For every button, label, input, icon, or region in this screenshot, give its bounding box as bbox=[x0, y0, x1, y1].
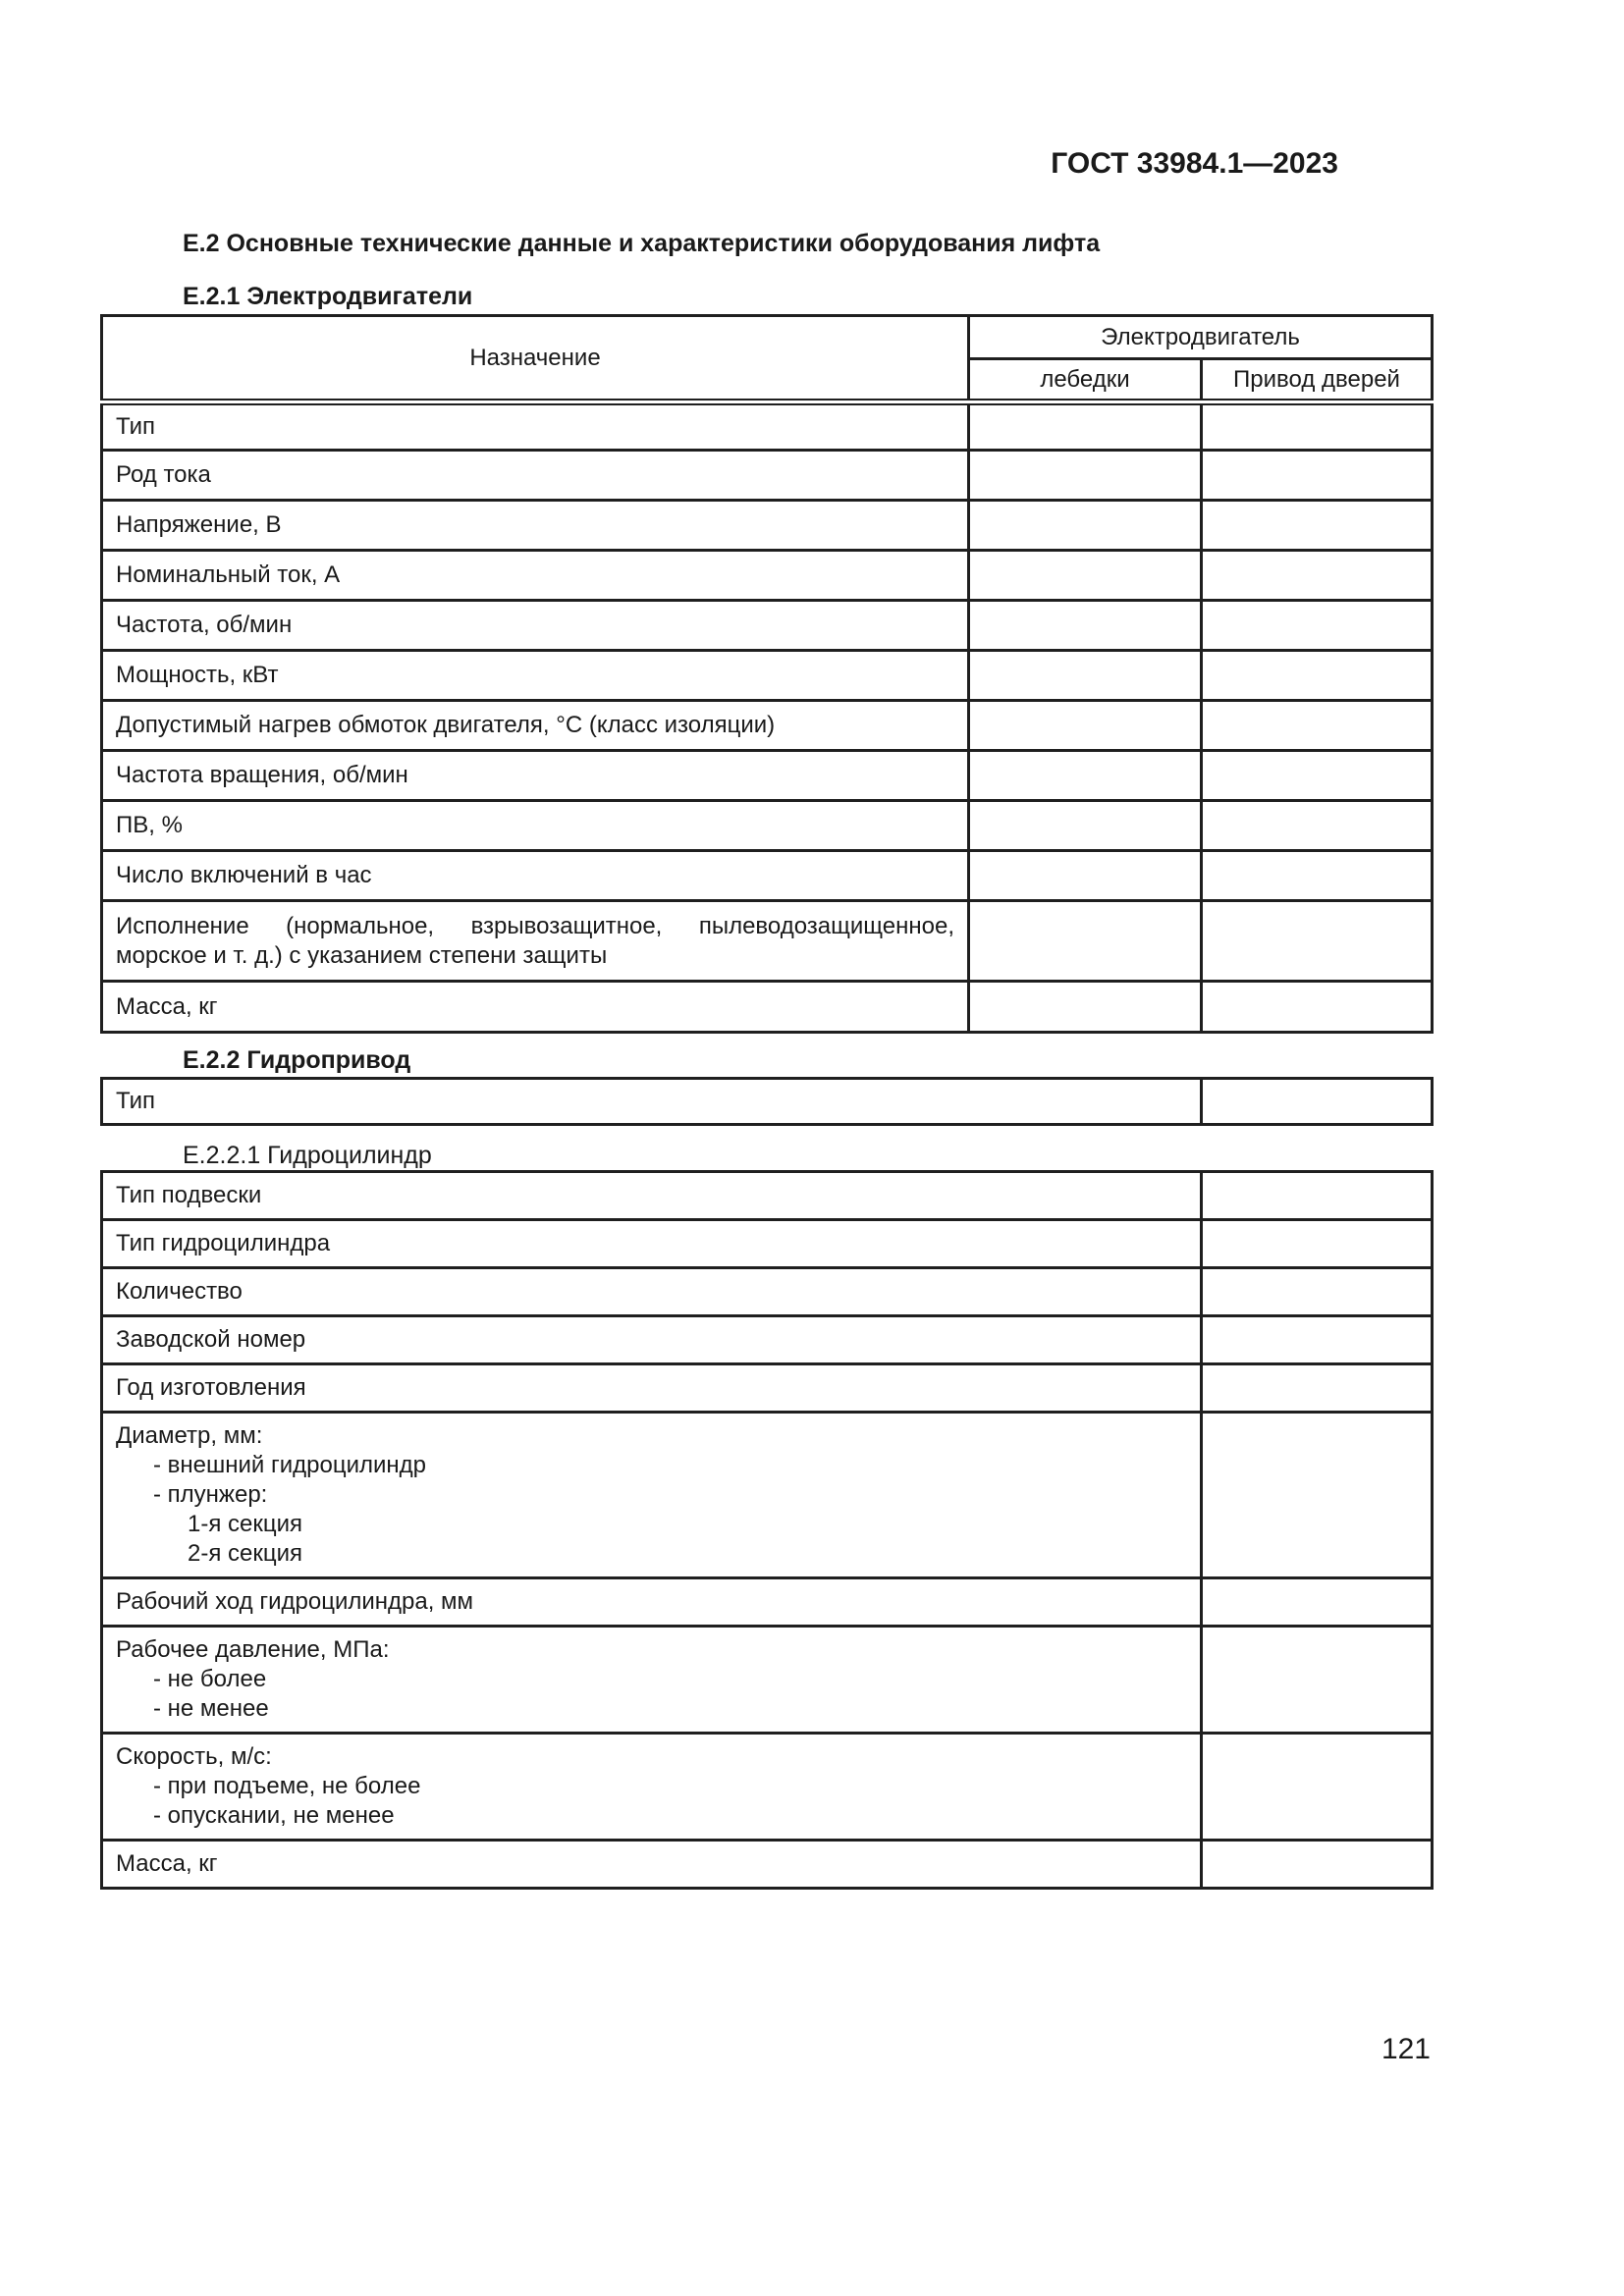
table-row bbox=[102, 751, 1433, 801]
table-row bbox=[102, 1413, 1433, 1578]
table-row bbox=[102, 1627, 1433, 1734]
row-label-cell bbox=[102, 1841, 1202, 1889]
door-drive-value-cell bbox=[1202, 851, 1433, 901]
winch-value-cell bbox=[969, 751, 1202, 801]
heading-e2: Е.2 Основные технические данные и характеристики оборудования лифта bbox=[183, 230, 1101, 257]
row-label-cell: Допустимый нагрев обмоток двигателя, °С (класс изоляции) bbox=[102, 701, 969, 751]
row-label-cell bbox=[102, 1364, 1202, 1413]
winch-value-cell bbox=[969, 451, 1202, 501]
row-label-line: Диаметр, мм: bbox=[116, 1422, 263, 1449]
table-row bbox=[102, 1316, 1433, 1364]
table-header-row bbox=[102, 316, 1433, 359]
row-label-cell: Мощность, кВт bbox=[102, 651, 969, 701]
heading-e2-2: Е.2.2 Гидропривод bbox=[183, 1046, 411, 1074]
table-row bbox=[102, 1841, 1433, 1889]
row-label-cell: Номинальный ток, А bbox=[102, 551, 969, 601]
door-drive-value-cell bbox=[1202, 501, 1433, 551]
row-label-line: - плунжер: bbox=[153, 1481, 268, 1508]
table-row bbox=[102, 801, 1433, 851]
header-cell-motor-group: Электродвигатель bbox=[969, 316, 1433, 359]
row-label-line: - внешний гидроцилиндр bbox=[153, 1452, 427, 1478]
winch-value-cell bbox=[969, 851, 1202, 901]
winch-value-cell bbox=[969, 651, 1202, 701]
value-cell bbox=[1202, 1316, 1433, 1364]
table-row bbox=[102, 1220, 1433, 1268]
value-cell bbox=[1202, 1578, 1433, 1627]
table-row bbox=[102, 601, 1433, 651]
row-label-cell bbox=[102, 1172, 1202, 1220]
table-row bbox=[102, 1172, 1433, 1220]
row-label-cell bbox=[102, 1578, 1202, 1627]
door-drive-value-cell bbox=[1202, 651, 1433, 701]
row-label-line: Рабочее давление, МПа: bbox=[116, 1636, 390, 1663]
winch-value-cell bbox=[969, 402, 1202, 451]
door-drive-value-cell bbox=[1202, 601, 1433, 651]
row-label-line: - опускании, не менее bbox=[153, 1802, 395, 1829]
table-row bbox=[102, 1079, 1433, 1125]
row-label-cell: Частота, об/мин bbox=[102, 601, 969, 651]
table-row bbox=[102, 982, 1433, 1033]
value-cell bbox=[1202, 1734, 1433, 1841]
winch-value-cell bbox=[969, 501, 1202, 551]
hydro-cylinder-table bbox=[100, 1170, 1434, 1890]
row-label-cell bbox=[102, 1316, 1202, 1364]
row-label-cell: Род тока bbox=[102, 451, 969, 501]
row-label-line: Заводской номер bbox=[116, 1326, 306, 1353]
row-label-cell: Масса, кг bbox=[102, 982, 969, 1033]
winch-value-cell bbox=[969, 982, 1202, 1033]
table-row bbox=[102, 1578, 1433, 1627]
winch-value-cell bbox=[969, 901, 1202, 982]
page-number: 121 bbox=[1380, 2033, 1431, 2065]
row-label-line: - не более bbox=[153, 1666, 267, 1692]
table-row bbox=[102, 451, 1433, 501]
table-row bbox=[102, 701, 1433, 751]
table-row bbox=[102, 501, 1433, 551]
electric-motors-table bbox=[100, 314, 1434, 1034]
row-label-line: - не менее bbox=[153, 1695, 269, 1722]
value-cell bbox=[1202, 1627, 1433, 1734]
page-content bbox=[100, 0, 1431, 2064]
value-cell bbox=[1202, 1841, 1433, 1889]
row-label-cell bbox=[102, 1413, 1202, 1578]
value-cell bbox=[1202, 1364, 1433, 1413]
hydro-drive-table bbox=[100, 1077, 1434, 1126]
winch-value-cell bbox=[969, 801, 1202, 851]
row-label-line: Рабочий ход гидроцилиндра, мм bbox=[116, 1588, 474, 1615]
table-row bbox=[102, 851, 1433, 901]
door-drive-value-cell bbox=[1202, 402, 1433, 451]
table-row bbox=[102, 551, 1433, 601]
row-label-cell bbox=[102, 1268, 1202, 1316]
door-drive-value-cell bbox=[1202, 801, 1433, 851]
row-label-line: морское и т. д.) с указанием степени защиты bbox=[116, 941, 608, 969]
door-drive-value-cell bbox=[1202, 551, 1433, 601]
row-label-line: 2-я секция bbox=[188, 1540, 302, 1567]
header-cell-winch: лебедки bbox=[969, 359, 1202, 402]
table-row bbox=[102, 651, 1433, 701]
row-label-line: Количество bbox=[116, 1278, 243, 1305]
value-cell bbox=[1202, 1413, 1433, 1578]
table-row bbox=[102, 1364, 1433, 1413]
door-drive-value-cell bbox=[1202, 982, 1433, 1033]
value-cell bbox=[1202, 1268, 1433, 1316]
row-label-cell: Частота вращения, об/мин bbox=[102, 751, 969, 801]
row-label-line: Год изготовления bbox=[116, 1374, 306, 1401]
row-label-line: Масса, кг bbox=[116, 1850, 218, 1877]
value-cell bbox=[1202, 1079, 1433, 1125]
row-label-cell: ПВ, % bbox=[102, 801, 969, 851]
table-row bbox=[102, 1734, 1433, 1841]
value-cell bbox=[1202, 1172, 1433, 1220]
heading-e2-2-1: Е.2.2.1 Гидроцилиндр bbox=[183, 1142, 432, 1169]
header-cell-purpose: Назначение bbox=[102, 316, 969, 402]
row-label-cell: Тип bbox=[102, 1079, 1202, 1125]
winch-value-cell bbox=[969, 551, 1202, 601]
row-label-cell: Напряжение, В bbox=[102, 501, 969, 551]
door-drive-value-cell bbox=[1202, 901, 1433, 982]
header-cell-door-drive: Привод дверей bbox=[1202, 359, 1433, 402]
door-drive-value-cell bbox=[1202, 451, 1433, 501]
row-label-line: 1-я секция bbox=[188, 1511, 302, 1537]
table-row bbox=[102, 1268, 1433, 1316]
row-label-cell bbox=[102, 1627, 1202, 1734]
door-drive-value-cell bbox=[1202, 751, 1433, 801]
row-label-cell: Число включений в час bbox=[102, 851, 969, 901]
row-label-cell bbox=[102, 901, 969, 982]
winch-value-cell bbox=[969, 701, 1202, 751]
row-label-cell bbox=[102, 1220, 1202, 1268]
row-label-line: - при подъеме, не более bbox=[153, 1773, 421, 1799]
row-label-line: Скорость, м/с: bbox=[116, 1743, 272, 1770]
row-label-line: Тип подвески bbox=[116, 1182, 262, 1208]
door-drive-value-cell bbox=[1202, 701, 1433, 751]
table-row bbox=[102, 901, 1433, 982]
row-label-cell: Тип bbox=[102, 402, 969, 451]
row-label-cell bbox=[102, 1734, 1202, 1841]
table-row bbox=[102, 402, 1433, 451]
value-cell bbox=[1202, 1220, 1433, 1268]
row-label-line: Исполнение (нормальное, взрывозащитное, пылеводозащищенное, bbox=[116, 912, 954, 939]
row-label-line: Тип гидроцилиндра bbox=[116, 1230, 331, 1256]
winch-value-cell bbox=[969, 601, 1202, 651]
heading-e2-1: Е.2.1 Электродвигатели bbox=[183, 283, 473, 310]
standard-reference: ГОСТ 33984.1—2023 bbox=[1051, 147, 1338, 180]
